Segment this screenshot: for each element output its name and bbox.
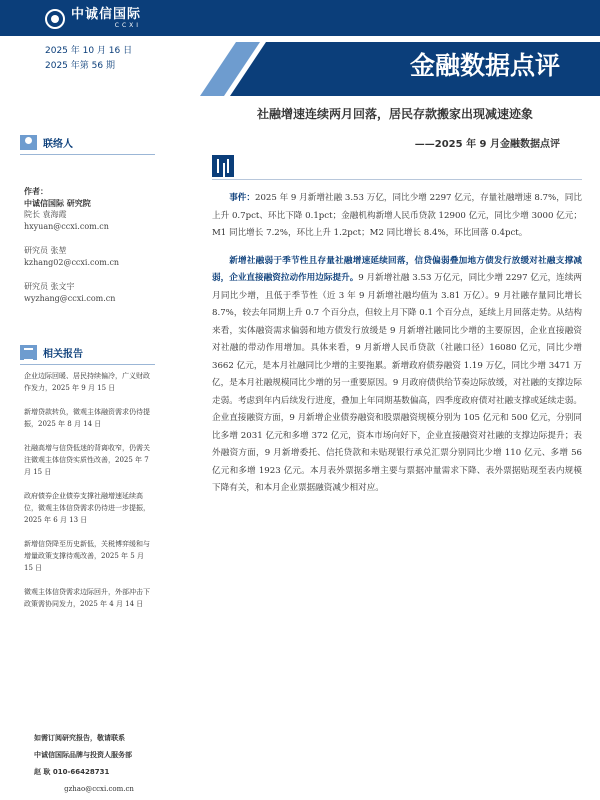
author-email[interactable]: hxyuan@ccxi.com.cn (24, 222, 109, 231)
ccxi-logo-icon (45, 9, 65, 29)
related-reports-list (24, 370, 152, 622)
author-email[interactable]: wyzhang@ccxi.com.cn (24, 294, 116, 303)
section-logo-icon (212, 155, 234, 177)
analysis-text: 9 月新增社融 3.53 万亿元，同比少增 2297 亿元，连续两月同比少增，且低于季节性（近 3 年 9 月新增社融均值为 3.81 万亿）。9 月社融存量同比增长 8.7%，较去年同期上升 0.7 个百分点，但较上月下降 0.1 个百分点，延续上月回落走势。从结构来看，实体融资需求偏弱和地方债发行放缓是 9 月新增社融同比少增的主要原因，企业直接融资对社融的带动作用增加。具体来看，9 月新增人民币贷款（社融口径）16080 亿元，同比少增 3662 亿元，是本月社融同比少增的主要拖累。新增政府债券融资 1.19 万亿，同比少增 3471 万亿，是本月社融规模同比少增的另一重要原因。9 月政府债供给节奏边际放缓，对社融的支撑边际走弱。考虑到年内后续发行进度，叠加上年同期基数偏高，四季度政府债对社融支撑或延续走弱。企业直接融资方面，9 月新增企业债券融资和股票融资规模分别为 105 亿元和 500 亿元，分别同比多增 2031 亿元和多增 372 亿元，资本市场向好下，企业直接融资对社融的支撑边际提升；表外融资方面，9 月新增委托、信托贷款和未贴现银行承兑汇票分别同比少增 110 亿元、多增 56 亿元和多增 1923 亿元。本月表外票据多增主要与票据冲量需求下降、表外票据贴现至表内规模下降有关，和本月企业票据融资减少相对应。 (212, 273, 582, 493)
author-email[interactable]: kzhang02@ccxi.com.cn (24, 258, 120, 267)
report-type-title: 金融数据点评 (409, 51, 560, 80)
sidebar (0, 105, 160, 800)
related-report-item[interactable]: 微观主体信贷需求边际回升，外部冲击下政策需协同发力，2025 年 4 月 14 日 (24, 588, 150, 608)
document-icon (20, 345, 37, 360)
related-label: 相关报告 (43, 348, 83, 360)
author-entry (24, 281, 154, 305)
related-report-item[interactable]: 新增信贷降至历史新低，关税博弈缓和与增量政策支撑待观改善，2025 年 5 月 15 日 (24, 540, 150, 572)
contacts-divider (20, 154, 155, 155)
event-paragraph (212, 190, 582, 243)
subscription-contact (34, 730, 164, 798)
author-entry (24, 245, 154, 269)
event-text: 2025 年 9 月新增社融 3.53 万亿，同比少增 2297 亿元，存量社融增速 8.7%，同比上升 0.7pct、环比下降 0.1pct；金融机构新增人民币贷款 12900 亿元，同比少增 3000 亿元；M1 同比增长 7.2%，环比上升 1.2pct；M2 同比增长 8.4%，环比回落 0.4pct。 (212, 193, 582, 238)
logo-band (0, 0, 600, 36)
related-report-item[interactable]: 新增贷款转负，微观主体融资需求仍待提振，2025 年 8 月 14 日 (24, 408, 150, 428)
related-divider (20, 364, 155, 365)
author-org: 中诚信国际 研究院 (24, 198, 91, 208)
related-report-item[interactable]: 社融高增与信贷低迷的背离收窄，仍需关注微观主体信贷实质性改善，2025 年 7 月 15 日 (24, 444, 150, 476)
related-report-item[interactable]: 企业边际回暖、居民持续偏冷，广义财政作发力，2025 年 9 月 15 日 (24, 372, 150, 392)
date-block (45, 44, 132, 74)
author-entry (24, 209, 154, 233)
logo-en-text: CCXI (114, 22, 142, 29)
related-report-item[interactable]: 政府债券企业债券支撑社融增速延续高位，微观主体信贷需求仍待进一步提振，2025 年 6 月 13 日 (24, 492, 150, 524)
author-name: 院长 袁海霞 (24, 210, 67, 219)
contact-line: 如需订阅研究报告，敬请联系 (34, 734, 125, 742)
section-divider (212, 179, 582, 180)
body-text (212, 190, 582, 508)
author-name: 研究员 张堃 (24, 246, 67, 255)
report-issue: 2025 年第 56 期 (45, 61, 115, 71)
analysis-paragraph (212, 253, 582, 498)
contacts-section-header (20, 132, 73, 152)
document-title: 社融增速连续两月回落，居民存款搬家出现减速迹象 (256, 107, 533, 121)
ccxi-logo (45, 6, 141, 32)
contact-phone: 赵 耿 010-66428731 (34, 768, 110, 776)
author-label: 作者： (24, 186, 48, 196)
contact-email[interactable]: gzhao@ccxi.com.cn (64, 785, 134, 793)
event-label: 事件： (229, 193, 255, 203)
analysis-emphasis: 新增社融弱于季节性且存量社融增速延续回落，信贷偏弱叠加地方债发行放缓对社融支撑减弱，企业直接融资拉动作用边际提升。 (212, 255, 582, 283)
document-subtitle: ——2025 年 9 月金融数据点评 (414, 139, 560, 150)
report-header (0, 0, 600, 105)
report-date: 2025 年 10 月 16 日 (45, 46, 133, 56)
logo-cn-text: 中诚信国际 (71, 7, 142, 22)
person-icon (20, 135, 37, 150)
contact-line: 中诚信国际品牌与投资人服务部 (34, 751, 132, 759)
related-section-header (20, 342, 83, 362)
contacts-label: 联络人 (43, 138, 73, 150)
author-name: 研究员 张文宇 (24, 282, 75, 291)
author-block (24, 185, 154, 317)
